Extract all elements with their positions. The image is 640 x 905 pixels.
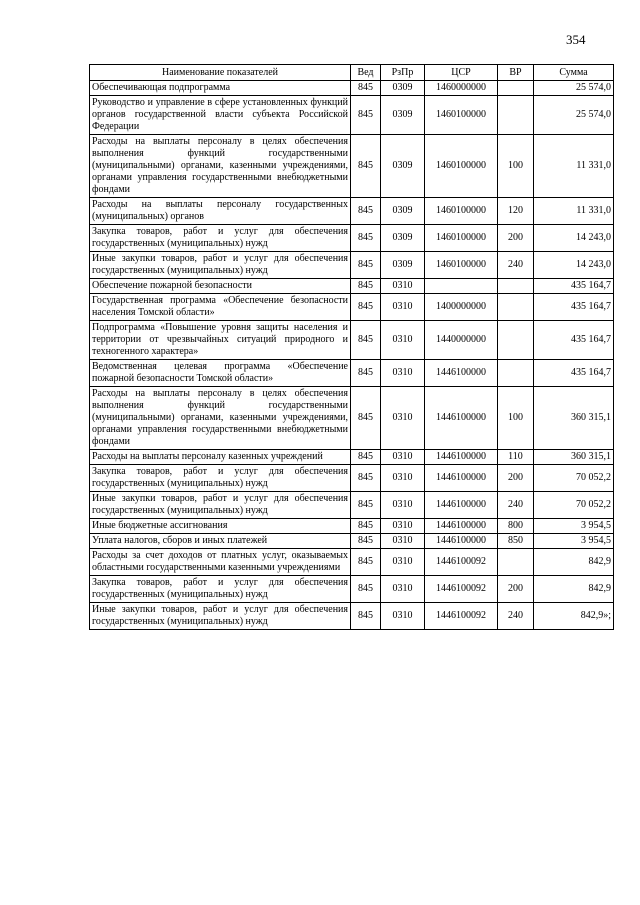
cell-vr: [498, 360, 534, 387]
cell-rzpr: 0310: [381, 603, 425, 630]
cell-rzpr: 0309: [381, 198, 425, 225]
cell-sum: 360 315,1: [534, 450, 614, 465]
cell-csr: 1446100000: [425, 519, 498, 534]
cell-vr: 800: [498, 519, 534, 534]
cell-ved: 845: [351, 279, 381, 294]
cell-vr: 100: [498, 387, 534, 450]
cell-vr: 100: [498, 135, 534, 198]
cell-rzpr: 0310: [381, 387, 425, 450]
cell-sum: 842,9»;: [534, 603, 614, 630]
cell-sum: 3 954,5: [534, 519, 614, 534]
cell-vr: 200: [498, 225, 534, 252]
cell-sum: 14 243,0: [534, 225, 614, 252]
cell-vr: [498, 294, 534, 321]
cell-csr: 1446100092: [425, 576, 498, 603]
header-csr: ЦСР: [425, 65, 498, 81]
cell-sum: 70 052,2: [534, 492, 614, 519]
cell-name: Государственная программа «Обеспечение безопасности населения Томской области»: [90, 294, 351, 321]
cell-rzpr: 0310: [381, 321, 425, 360]
cell-vr: 200: [498, 465, 534, 492]
cell-csr: 1446100000: [425, 387, 498, 450]
cell-rzpr: 0310: [381, 492, 425, 519]
cell-ved: 845: [351, 96, 381, 135]
cell-rzpr: 0309: [381, 96, 425, 135]
cell-vr: 240: [498, 603, 534, 630]
cell-name: Обеспечивающая подпрограмма: [90, 81, 351, 96]
cell-ved: 845: [351, 387, 381, 450]
cell-ved: 845: [351, 450, 381, 465]
cell-name: Расходы на выплаты персоналу государственных (муниципальных) органов: [90, 198, 351, 225]
cell-sum: 70 052,2: [534, 465, 614, 492]
table-row: [90, 225, 614, 252]
table-row: [90, 360, 614, 387]
cell-vr: 850: [498, 534, 534, 549]
table-row: [90, 135, 614, 198]
cell-ved: 845: [351, 549, 381, 576]
table-row: [90, 519, 614, 534]
table-row: [90, 492, 614, 519]
cell-vr: 110: [498, 450, 534, 465]
cell-sum: 3 954,5: [534, 534, 614, 549]
cell-csr: 1446100000: [425, 534, 498, 549]
cell-vr: [498, 96, 534, 135]
cell-csr: 1446100000: [425, 492, 498, 519]
cell-name: Руководство и управление в сфере установленных функций органов государственной власти субъекта Российской Федерации: [90, 96, 351, 135]
cell-rzpr: 0309: [381, 225, 425, 252]
cell-ved: 845: [351, 519, 381, 534]
cell-name: Расходы на выплаты персоналу казенных учреждений: [90, 450, 351, 465]
cell-name: Иные закупки товаров, работ и услуг для обеспечения государственных (муниципальных) нужд: [90, 492, 351, 519]
cell-rzpr: 0310: [381, 576, 425, 603]
cell-vr: [498, 321, 534, 360]
cell-sum: 842,9: [534, 549, 614, 576]
cell-csr: 1446100000: [425, 360, 498, 387]
cell-vr: [498, 549, 534, 576]
cell-csr: 1460100000: [425, 96, 498, 135]
cell-name: Закупка товаров, работ и услуг для обеспечения государственных (муниципальных) нужд: [90, 225, 351, 252]
cell-ved: 845: [351, 252, 381, 279]
cell-name: Расходы на выплаты персоналу в целях обеспечения выполнения функций государственными (муниципальными) органами, казенными учреждениями, органами управления государственными внебюджетными фондами: [90, 387, 351, 450]
cell-ved: 845: [351, 294, 381, 321]
cell-csr: 1446100000: [425, 465, 498, 492]
cell-csr: 1446100000: [425, 450, 498, 465]
cell-sum: 14 243,0: [534, 252, 614, 279]
cell-name: Расходы на выплаты персоналу в целях обеспечения выполнения функций государственными (муниципальными) органами, казенными учреждениями, органами управления государственными внебюджетными фондами: [90, 135, 351, 198]
header-ved: Вед: [351, 65, 381, 81]
cell-vr: [498, 81, 534, 96]
cell-vr: 240: [498, 492, 534, 519]
table-row: [90, 576, 614, 603]
table-body: [90, 81, 614, 630]
cell-rzpr: 0310: [381, 360, 425, 387]
table-header-row: [90, 65, 614, 81]
cell-ved: 845: [351, 576, 381, 603]
cell-ved: 845: [351, 225, 381, 252]
cell-name: Иные закупки товаров, работ и услуг для обеспечения государственных (муниципальных) нужд: [90, 603, 351, 630]
cell-ved: 845: [351, 603, 381, 630]
header-rzpr: РзПр: [381, 65, 425, 81]
cell-vr: 200: [498, 576, 534, 603]
table-row: [90, 96, 614, 135]
cell-vr: 120: [498, 198, 534, 225]
cell-csr: 1400000000: [425, 294, 498, 321]
cell-rzpr: 0310: [381, 534, 425, 549]
table-row: [90, 81, 614, 96]
cell-name: Уплата налогов, сборов и иных платежей: [90, 534, 351, 549]
cell-ved: 845: [351, 534, 381, 549]
cell-rzpr: 0309: [381, 81, 425, 96]
cell-name: Подпрограмма «Повышение уровня защиты населения и территории от чрезвычайных ситуаций природного и техногенного характера»: [90, 321, 351, 360]
cell-sum: 435 164,7: [534, 321, 614, 360]
table-row: [90, 198, 614, 225]
cell-sum: 842,9: [534, 576, 614, 603]
table-row: [90, 321, 614, 360]
cell-ved: 845: [351, 492, 381, 519]
cell-rzpr: 0310: [381, 294, 425, 321]
cell-ved: 845: [351, 360, 381, 387]
cell-csr: 1440000000: [425, 321, 498, 360]
cell-sum: 435 164,7: [534, 294, 614, 321]
cell-sum: 11 331,0: [534, 198, 614, 225]
cell-sum: 435 164,7: [534, 360, 614, 387]
cell-name: Обеспечение пожарной безопасности: [90, 279, 351, 294]
cell-csr: 1446100092: [425, 603, 498, 630]
cell-name: Закупка товаров, работ и услуг для обеспечения государственных (муниципальных) нужд: [90, 465, 351, 492]
cell-csr: [425, 279, 498, 294]
table-row: [90, 279, 614, 294]
cell-name: Иные бюджетные ассигнования: [90, 519, 351, 534]
header-vr: ВР: [498, 65, 534, 81]
header-sum: Сумма: [534, 65, 614, 81]
cell-csr: 1446100092: [425, 549, 498, 576]
cell-ved: 845: [351, 465, 381, 492]
cell-rzpr: 0310: [381, 279, 425, 294]
cell-csr: 1460100000: [425, 225, 498, 252]
cell-csr: 1460100000: [425, 252, 498, 279]
cell-sum: 435 164,7: [534, 279, 614, 294]
table-row: [90, 387, 614, 450]
table-row: [90, 534, 614, 549]
cell-sum: 25 574,0: [534, 81, 614, 96]
cell-rzpr: 0310: [381, 465, 425, 492]
table-row: [90, 252, 614, 279]
table-row: [90, 549, 614, 576]
cell-ved: 845: [351, 81, 381, 96]
cell-csr: 1460100000: [425, 198, 498, 225]
header-name: Наименование показателей: [90, 65, 351, 81]
cell-rzpr: 0309: [381, 252, 425, 279]
cell-name: Закупка товаров, работ и услуг для обеспечения государственных (муниципальных) нужд: [90, 576, 351, 603]
cell-name: Ведомственная целевая программа «Обеспечение пожарной безопасности Томской области»: [90, 360, 351, 387]
cell-rzpr: 0310: [381, 450, 425, 465]
cell-vr: [498, 279, 534, 294]
table-row: [90, 603, 614, 630]
cell-rzpr: 0310: [381, 519, 425, 534]
table-row: [90, 465, 614, 492]
cell-vr: 240: [498, 252, 534, 279]
cell-ved: 845: [351, 135, 381, 198]
table-row: [90, 294, 614, 321]
cell-name: Иные закупки товаров, работ и услуг для обеспечения государственных (муниципальных) нужд: [90, 252, 351, 279]
cell-ved: 845: [351, 198, 381, 225]
cell-csr: 1460100000: [425, 135, 498, 198]
cell-rzpr: 0309: [381, 135, 425, 198]
cell-sum: 11 331,0: [534, 135, 614, 198]
table-row: [90, 450, 614, 465]
page-number: 354: [566, 32, 586, 47]
budget-table: [89, 64, 614, 630]
cell-sum: 360 315,1: [534, 387, 614, 450]
cell-name: Расходы за счет доходов от платных услуг, оказываемых областными государственными казенными учреждениями: [90, 549, 351, 576]
cell-sum: 25 574,0: [534, 96, 614, 135]
cell-csr: 1460000000: [425, 81, 498, 96]
cell-rzpr: 0310: [381, 549, 425, 576]
cell-ved: 845: [351, 321, 381, 360]
